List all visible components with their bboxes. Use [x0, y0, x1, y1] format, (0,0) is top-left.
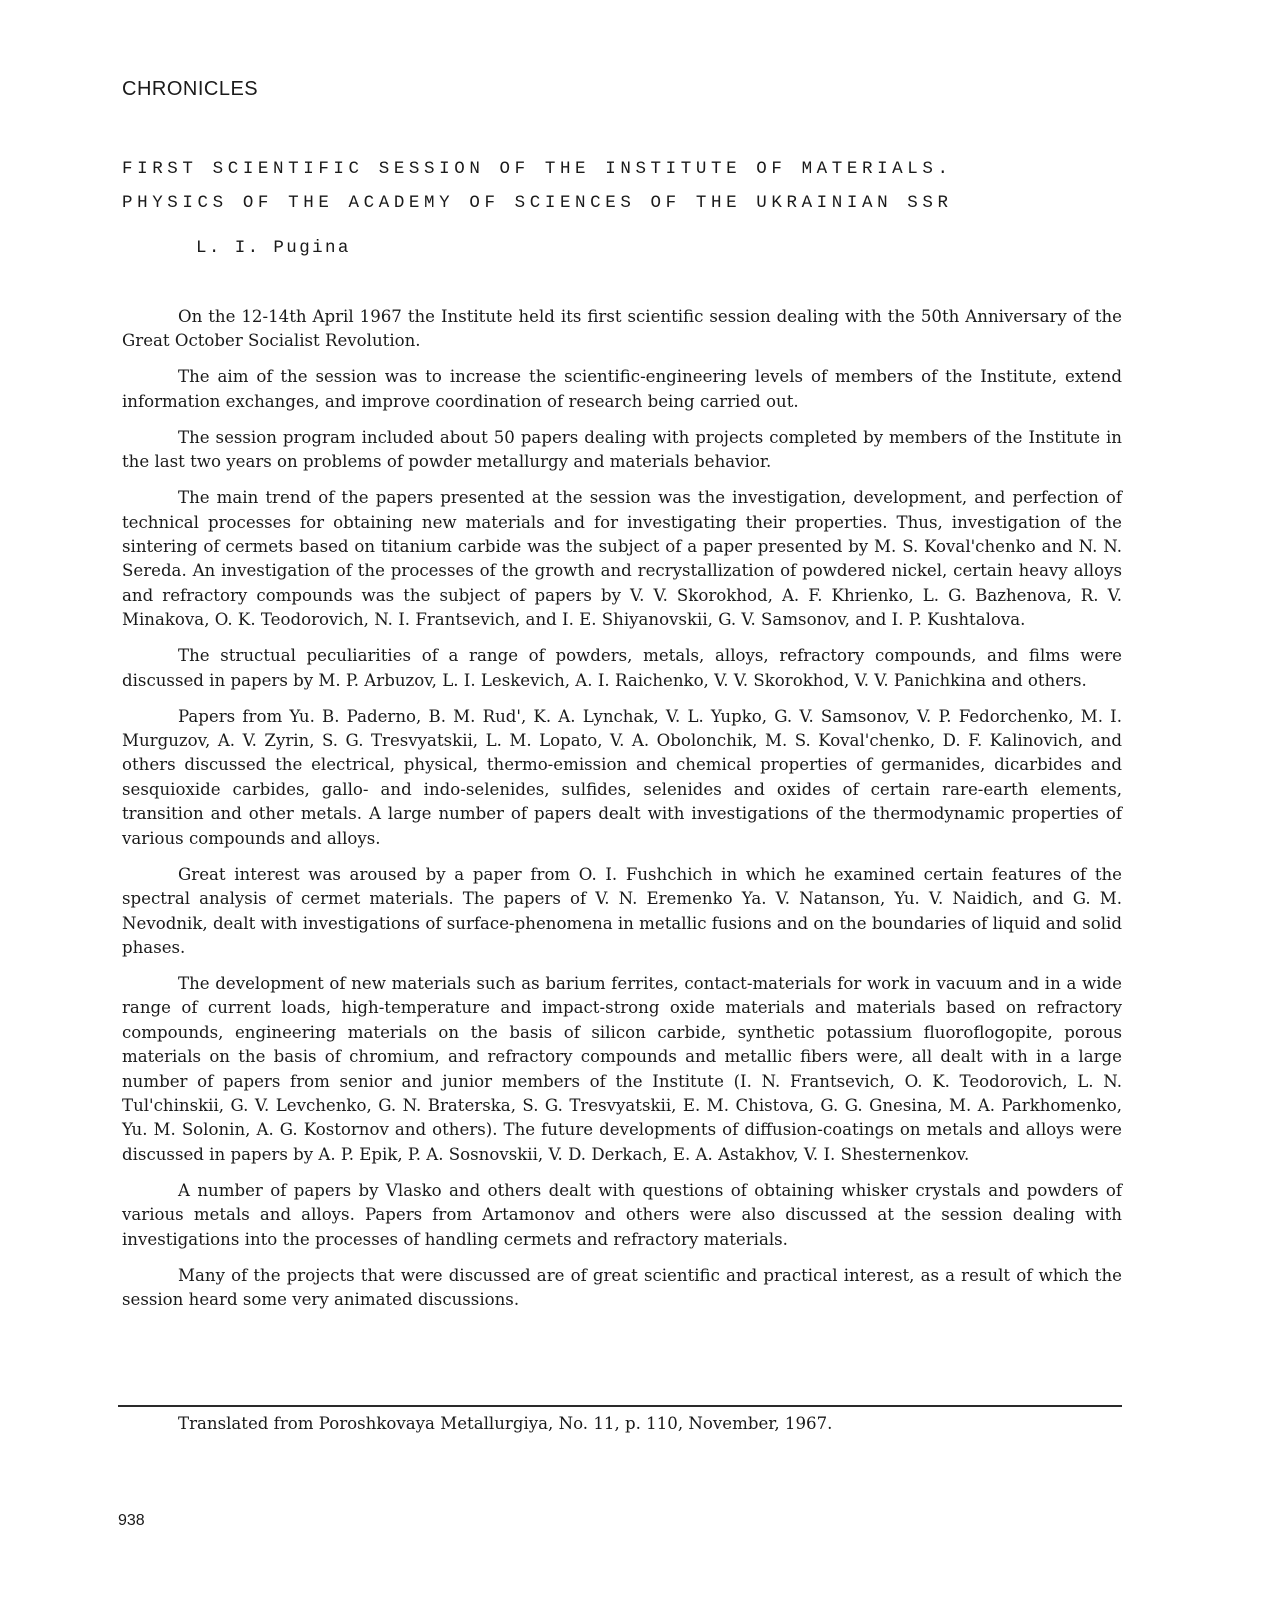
- title-line-1: FIRST SCIENTIFIC SESSION OF THE INSTITUTE OF MATERIALS.: [122, 159, 953, 179]
- paragraph: The development of new materials such as barium ferrites, contact-materials for work in vacuum and in a wide range of current loads, high-temperature and impact-strong oxide materials and materials based on refractory compounds, engineering materials on the basis of silicon carbide, synthetic potassium fluoroflogopite, porous materials on the basis of chromium, and refractory compounds and metallic fibers were, all dealt with in a large number of papers from senior and junior members of the Institute (I. N. Frantsevich, O. K. Teodorovich, L. N. Tul'chinskii, G. V. Levchenko, G. N. Braterska, S. G. Tresvyatskii, E. M. Chistova, G. G. Gnesina, M. A. Parkhomenko, Yu. M. Solonin, A. G. Kostornov and others). The future developments of diffusion-coatings on metals and alloys were discussed in papers by A. P. Epik, P. A. Sosnovskii, V. D. Derkach, E. A. Astakhov, V. I. Shesternenkov.: [122, 973, 1122, 1164]
- article-body: [122, 305, 1122, 1324]
- paragraph: The session program included about 50 papers dealing with projects completed by members of the Institute in the last two years on problems of powder metallurgy and materials behavior.: [122, 427, 1122, 472]
- author: L. I. Pugina: [196, 238, 351, 258]
- paragraph: Many of the projects that were discussed are of great scientific and practical interest, as a result of which the session heard some very animated discussions.: [122, 1265, 1122, 1309]
- paragraph: The aim of the session was to increase the scientific-engineering levels of members of the Institute, extend information exchanges, and improve coordination of research being carried out.: [122, 367, 1122, 411]
- paragraph: The structual peculiarities of a range of powders, metals, alloys, refractory compounds, and films were discussed in papers by M. P. Arbuzov, L. I. Leskevich, A. I. Raichenko, V. V. Skorokhod, V. V. Panichkina and others.: [122, 646, 1122, 690]
- title-line-2: PHYSICS OF THE ACADEMY OF SCIENCES OF THE UKRAINIAN SSR: [122, 193, 953, 213]
- section-label: CHRONICLES: [122, 78, 259, 100]
- page-number: 938: [118, 1512, 145, 1529]
- footnote-divider: [118, 1405, 1122, 1407]
- paragraph: Great interest was aroused by a paper from O. I. Fushchich in which he examined certain features of the spectral analysis of cermet materials. The papers of V. N. Eremenko Ya. V. Natanson, Yu. V. Naidich, and G. M. Nevodnik, dealt with investigations of surface-phenomena in metallic fusions and on the boundaries of liquid and solid phases.: [122, 864, 1122, 957]
- footnote: Translated from Poroshkovaya Metallurgiya, No. 11, p. 110, November, 1967.: [178, 1414, 833, 1433]
- paragraph: The main trend of the papers presented at the session was the investigation, development, and perfection of technical processes for obtaining new materials and for investigating their properties. Thus, investigation of the sintering of cermets based on titanium carbide was the subject of a paper presented by M. S. Koval'chenko and N. N. Sereda. An investigation of the processes of the growth and recrystallization of powdered nickel, certain heavy alloys and refractory compounds was the subject of papers by V. V. Skorokhod, A. F. Khrienko, L. G. Bazhenova, R. V. Minakova, O. K. Teodorovich, N. I. Frantsevich, and I. E. Shiyanovskii, G. V. Samsonov, and I. P. Kushtalova.: [122, 488, 1122, 630]
- paragraph: On the 12-14th April 1967 the Institute held its first scientific session dealing with the 50th Anniversary of the Great October Socialist Revolution.: [122, 307, 1122, 351]
- paragraph: A number of papers by Vlasko and others dealt with questions of obtaining whisker crystals and powders of various metals and alloys. Papers from Artamonov and others were also discussed at the session dealing with investigations into the processes of handling cermets and refractory materials.: [122, 1180, 1122, 1249]
- article-title: [122, 152, 1122, 220]
- paragraph: Papers from Yu. B. Paderno, B. M. Rud', K. A. Lynchak, V. L. Yupko, G. V. Samsonov, V. P. Fedorchenko, M. I. Murguzov, A. V. Zyrin, S. G. Tresvyatskii, L. M. Lopato, V. A. Obolonchik, M. S. Koval'chenko, D. F. Kalinovich, and others discussed the electrical, physical, thermo-emission and chemical properties of germanides, dicarbides and sesquioxide carbides, gallo- and indo-selenides, sulfides, selenides and oxides of certain rare-earth elements, transition and other metals. A large number of papers dealt with investigations of the thermodynamic properties of various compounds and alloys.: [122, 706, 1122, 848]
